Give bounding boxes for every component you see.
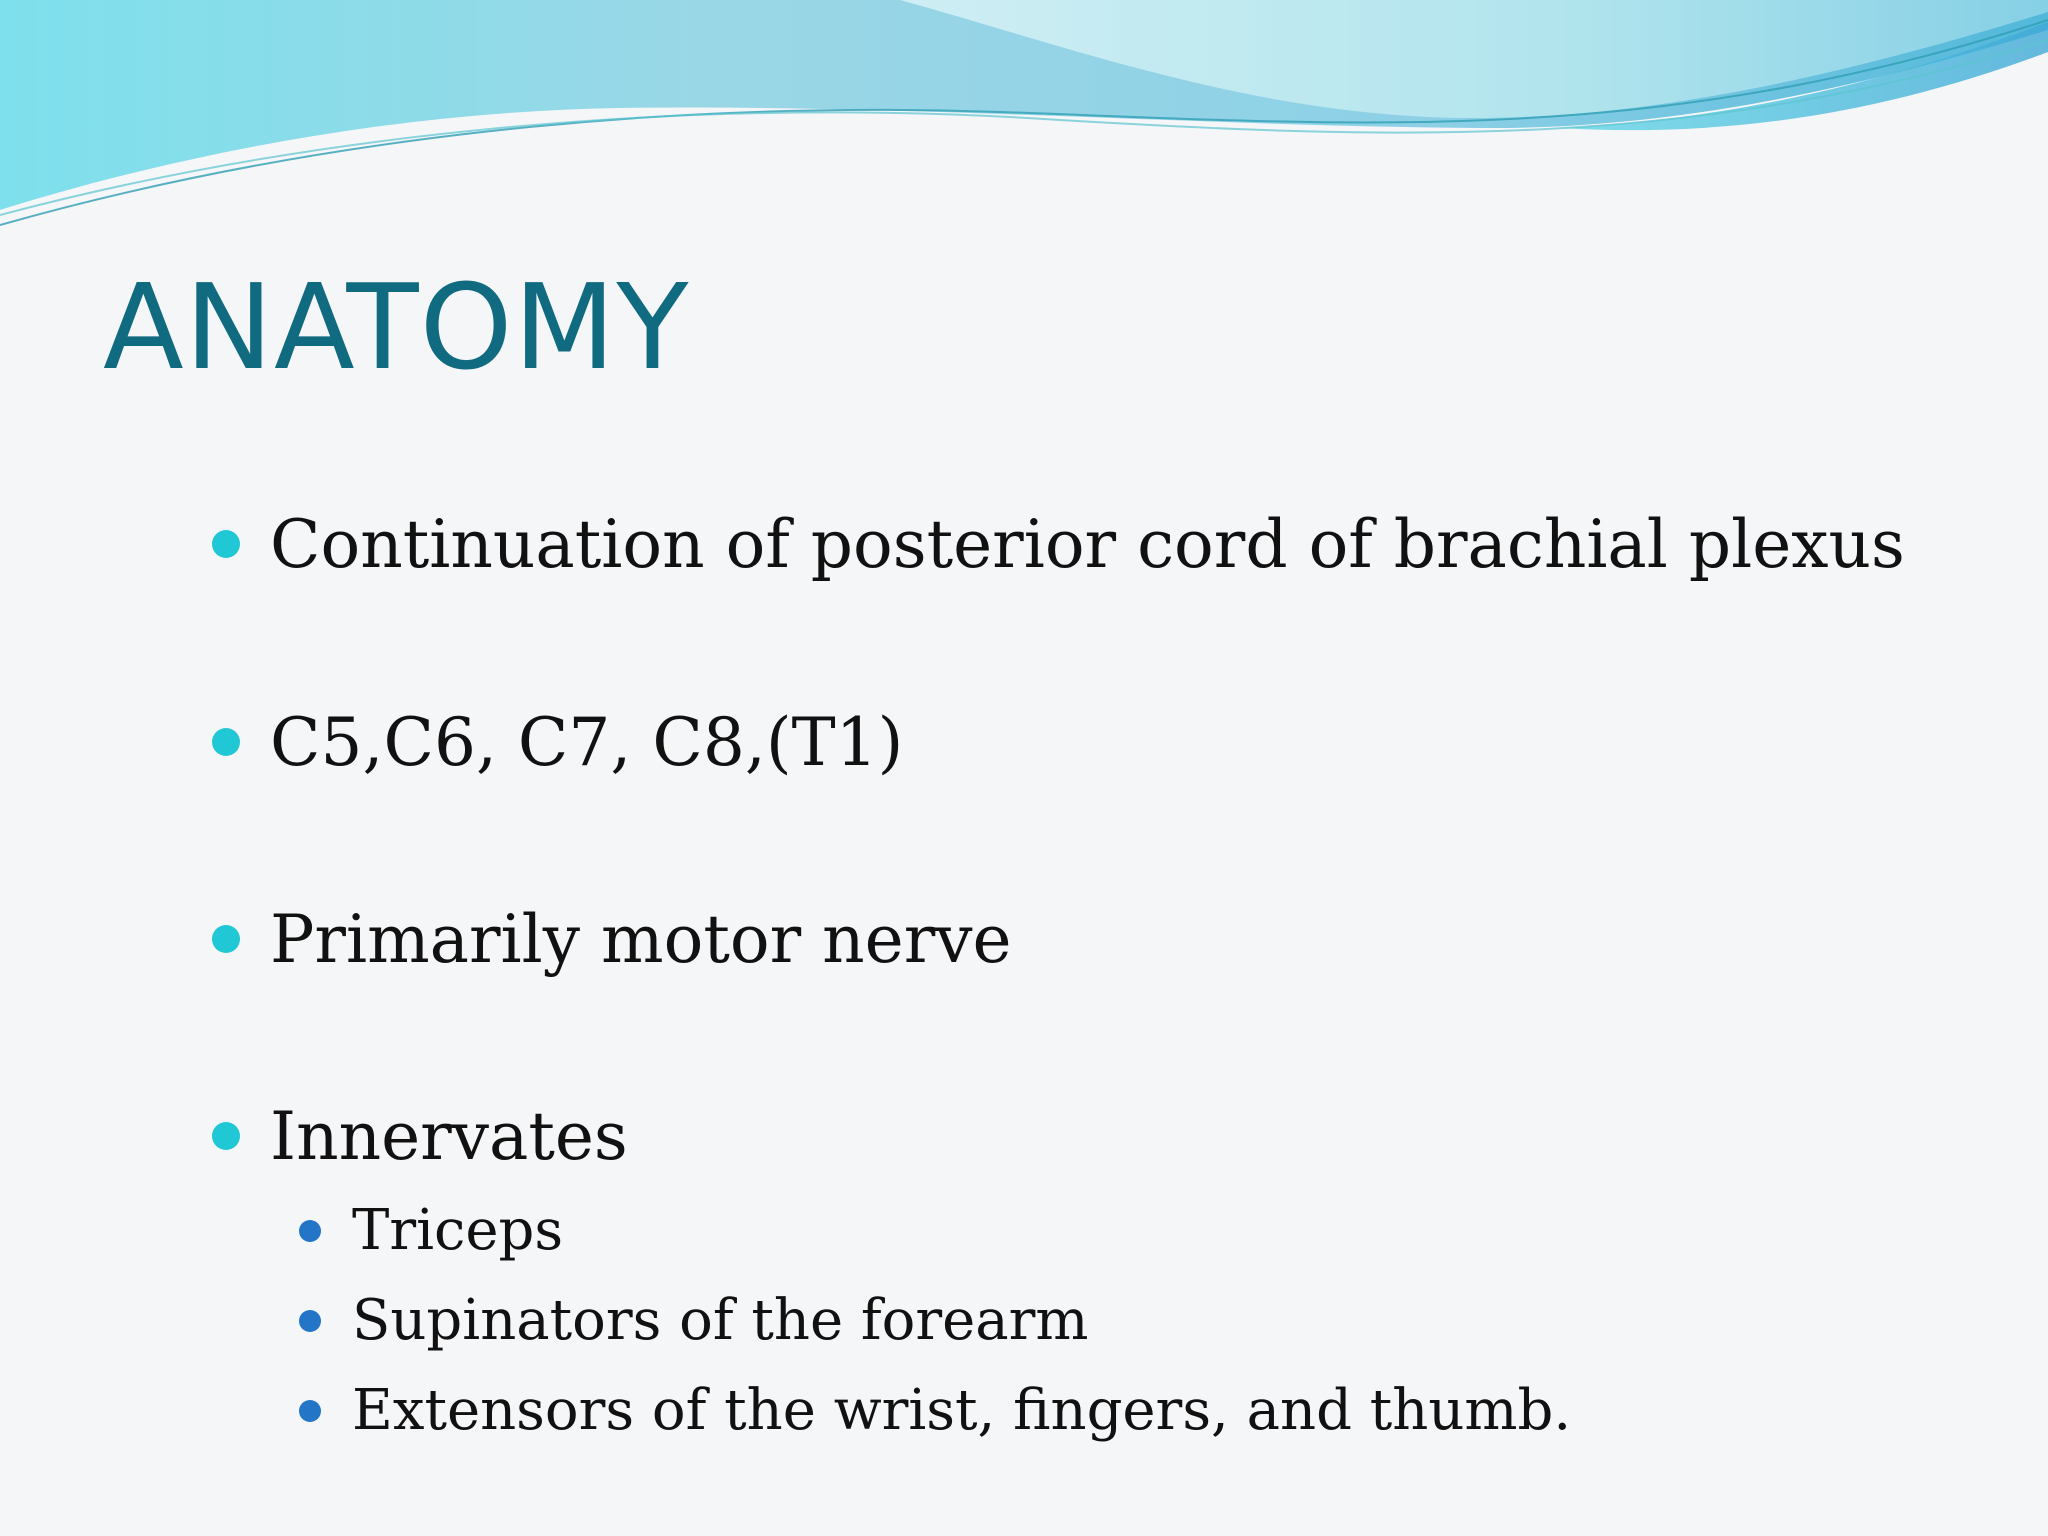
- bullet-dot: [212, 530, 240, 558]
- bullet-item: C5,C6, C7, C8,(T1): [270, 704, 904, 781]
- header-wave-decoration: [0, 0, 2048, 240]
- slide-title: ANATOMY: [103, 258, 690, 396]
- sub-bullet-dot: [299, 1220, 321, 1242]
- bullet-dot: [212, 1122, 240, 1150]
- sub-bullet-item: Supinators of the forearm: [352, 1288, 1089, 1353]
- sub-bullet-item: Triceps: [352, 1198, 564, 1263]
- sub-bullet-dot: [299, 1400, 321, 1422]
- bullet-dot: [212, 925, 240, 953]
- bullet-item: Primarily motor nerve: [270, 901, 1012, 978]
- bullet-item: Continuation of posterior cord of brachial plexus: [270, 506, 1905, 583]
- sub-bullet-item: Extensors of the wrist, fingers, and thumb.: [352, 1378, 1572, 1443]
- bullet-dot: [212, 728, 240, 756]
- bullet-item: Innervates: [270, 1098, 628, 1175]
- sub-bullet-dot: [299, 1310, 321, 1332]
